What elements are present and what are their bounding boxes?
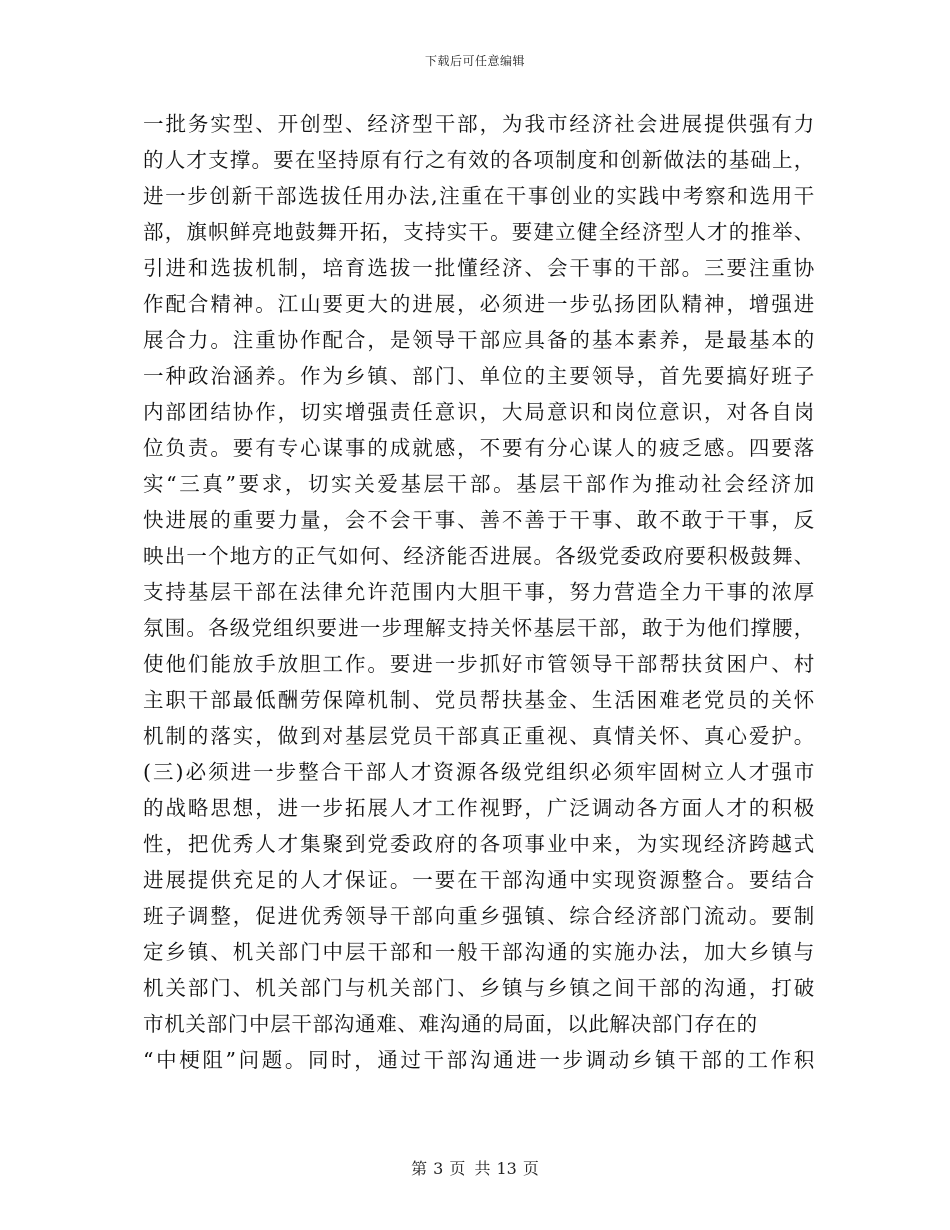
text-line: 实“三真”要求，切实关爱基层干部。基层干部作为推动社会经济加 xyxy=(143,472,815,496)
text-line: 氛围。各级党组织要进一步理解支持关怀基层干部，敢于为他们撑腰， xyxy=(143,616,815,640)
text-line: 班子调整，促进优秀领导干部向重乡强镇、综合经济部门流动。要制 xyxy=(143,904,815,928)
text-line: 使他们能放手放胆工作。要进一步抓好市管领导干部帮扶贫困户、村 xyxy=(143,652,815,676)
page-header xyxy=(0,52,950,69)
text-line: 定乡镇、机关部门中层干部和一般干部沟通的实施办法，加大乡镇与 xyxy=(143,940,815,964)
text-line: 快进展的重要力量，会不会干事、善不善于干事、敢不敢于干事，反 xyxy=(143,508,815,532)
text-line: 作配合精神。江山要更大的进展，必须进一步弘扬团队精神，增强进 xyxy=(143,292,815,316)
text-line: 市机关部门中层干部沟通难、难沟通的局面，以此解决部门存在的 xyxy=(143,1012,758,1036)
text-line: 引进和选拔机制，培育选拔一批懂经济、会干事的干部。三要注重协 xyxy=(143,256,815,280)
text-line: 机制的落实，做到对基层党员干部真正重视、真情关怀、真心爱护。 xyxy=(143,724,815,748)
text-line: (三)必须进一步整合干部人才资源各级党组织必须牢固树立人才强市 xyxy=(143,760,815,784)
text-line: 支持基层干部在法律允许范围内大胆干事，努力营造全力干事的浓厚 xyxy=(143,580,815,604)
text-line: 进展提供充足的人才保证。一要在干部沟通中实现资源整合。要结合 xyxy=(143,868,815,892)
text-line: 主职干部最低酬劳保障机制、党员帮扶基金、生活困难老党员的关怀 xyxy=(143,688,815,712)
text-line: 内部团结协作，切实增强责任意识，大局意识和岗位意识，对各自岗 xyxy=(143,400,815,424)
footer-mid: 页 共 xyxy=(449,1159,491,1178)
text-line: 的人才支撑。要在坚持原有行之有效的各项制度和创新做法的基础上， xyxy=(143,148,815,172)
text-line: 一种政治涵养。作为乡镇、部门、单位的主要领导，首先要搞好班子 xyxy=(143,364,815,388)
body-text xyxy=(143,106,815,1078)
text-line: 展合力。注重协作配合，是领导干部应具备的基本素养，是最基本的 xyxy=(143,328,815,352)
text-line: “中梗阻”问题。同时，通过干部沟通进一步调动乡镇干部的工作积 xyxy=(143,1048,815,1072)
text-line: 机关部门、机关部门与机关部门、乡镇与乡镇之间干部的沟通，打破 xyxy=(143,976,815,1000)
text-line: 位负责。要有专心谋事的成就感，不要有分心谋人的疲乏感。四要落 xyxy=(143,436,815,460)
text-line: 的战略思想，进一步拓展人才工作视野，广泛调动各方面人才的积极 xyxy=(143,796,815,820)
header-note: 下载后可任意编辑 xyxy=(424,54,525,68)
text-line: 部，旗帜鲜亮地鼓舞开拓，支持实干。要建立健全经济型人才的推举、 xyxy=(143,220,815,244)
footer-prefix: 第 xyxy=(411,1159,428,1178)
page-footer xyxy=(0,1156,950,1179)
footer-suffix: 页 xyxy=(522,1159,539,1178)
text-line: 进一步创新干部选拔任用办法,注重在干事创业的实践中考察和选用干 xyxy=(143,184,815,208)
text-line: 映出一个地方的正气如何、经济能否进展。各级党委政府要积极鼓舞、 xyxy=(143,544,815,568)
text-line: 一批务实型、开创型、经济型干部，为我市经济社会进展提供强有力 xyxy=(143,112,815,136)
total-page-count: 13 xyxy=(496,1159,517,1178)
current-page-number: 3 xyxy=(433,1159,444,1178)
text-line: 性，把优秀人才集聚到党委政府的各项事业中来，为实现经济跨越式 xyxy=(143,832,815,856)
